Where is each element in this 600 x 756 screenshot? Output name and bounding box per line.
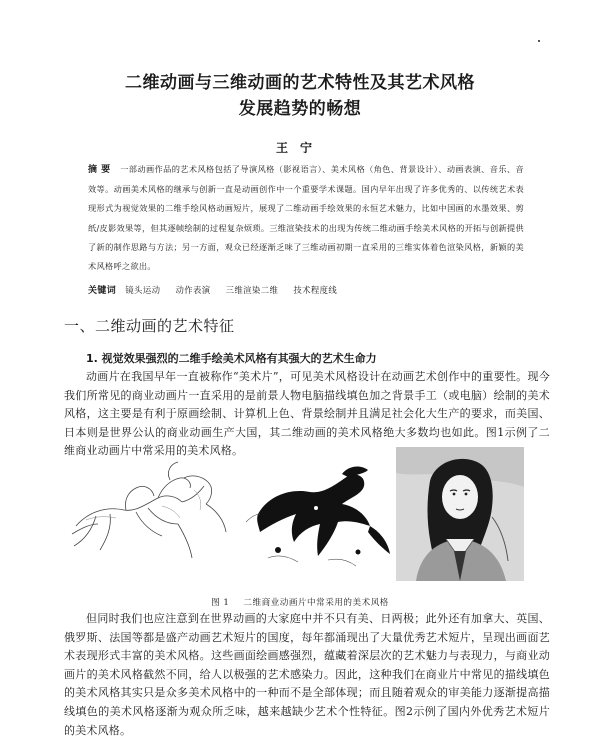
scan-mark: [538, 40, 540, 42]
keyword-item: 动作表演: [175, 285, 211, 295]
figure-caption-number: 图 1: [211, 598, 230, 608]
keyword-item: 三维渲染二维: [225, 285, 279, 295]
abstract-block: [88, 160, 524, 276]
section-heading: 一、二维动画的艺术特征: [64, 317, 235, 335]
figure-caption-text: 二维商业动画片中常采用的美术风格: [243, 598, 389, 608]
keyword-item: 技术程度线: [293, 285, 338, 295]
figure-character-portrait: [396, 447, 524, 581]
keywords-label: 关键词: [88, 286, 117, 296]
keywords-block: [88, 283, 528, 296]
body-paragraph-1: 动画片在我国早年一直被称作“美术片”，可见美术风格设计在动画艺术创作中的重要性。现今我们所常见的商业动画片一直采用的是前景人物电脑描线填色加之背景手工（或电脑）绘制的美术风格，这主要是有利于原画绘制、计算机上色、背景绘制并且满足社会化大生产的要求，而美国、日本则是世界公认的商业动画生产大国，其二维动画的美术风格绝大多数均也如此。图1示例了二维商业动画片中常采用的美术风格。: [64, 370, 550, 458]
figure-caption: [0, 596, 600, 608]
paper-title-line2: 发展趋势的畅想: [238, 99, 362, 119]
body-paragraph-2: 但同时我们也应注意到在世界动画的大家庭中并不只有美、日两极；此外还有加拿大、英国、俄罗斯、法国等都是盛产动画艺术短片的国度，每年都涌现出了大量优秀艺术短片，呈现出画面艺术表现形式丰富的美术风格。这些画面绘画感强烈，蕴藏着深层次的艺术魅力与表现力，与商业动画片的美术风格截然不同，给人以极强的艺术感染力。因此，这种我们在商业片中常见的描线填色的美术风格其实只是众多美术风格中的一种而不是全部体现；而且随着观众的审美能力逐渐提高描线填色的美术风格逐渐为观众所乏味，越来越缺少艺术个性特征。图2示例了国内外优秀艺术短片的美术风格。: [64, 612, 550, 737]
figure-ink-silhouette: [238, 462, 398, 570]
abstract-label: 摘要: [88, 165, 115, 175]
author-name: 王宁: [275, 141, 324, 155]
paper-title-line1: 二维动画与三维动画的艺术特性及其艺术风格: [125, 73, 475, 93]
subsection-heading: 1. 视觉效果强烈的二维手绘美术风格有其强大的艺术生命力: [86, 352, 377, 365]
abstract-text: 一部动画作品的艺术风格包括了导演风格（影视语言）、美术风格（角色、背景设计）、动画表演、音乐、音效等。动画美术风格的继承与创新一直是动画创作中一个重要学术课题。国内早年出现了许多优秀的、以传统艺术表现形式为视觉效果的二维手绘风格动画短片，展现了二维动画手绘效果的永恒艺术魅力，比如中国画的水墨效果、剪纸/皮影效果等，但其逐帧绘制的过程复杂烦琐。三维渲染技术的出现为传统二维动画手绘美术风格的开拓与创新提供了新的制作思路与方法；另一方面，观众已经逐渐乏味了三维动画初期一直采用的三维实体着色渲染风格，新颖的美术风格呼之欲出。: [88, 164, 524, 272]
keyword-item: 镜头运动: [125, 285, 161, 295]
figure-sketch-line-art: [66, 454, 236, 569]
